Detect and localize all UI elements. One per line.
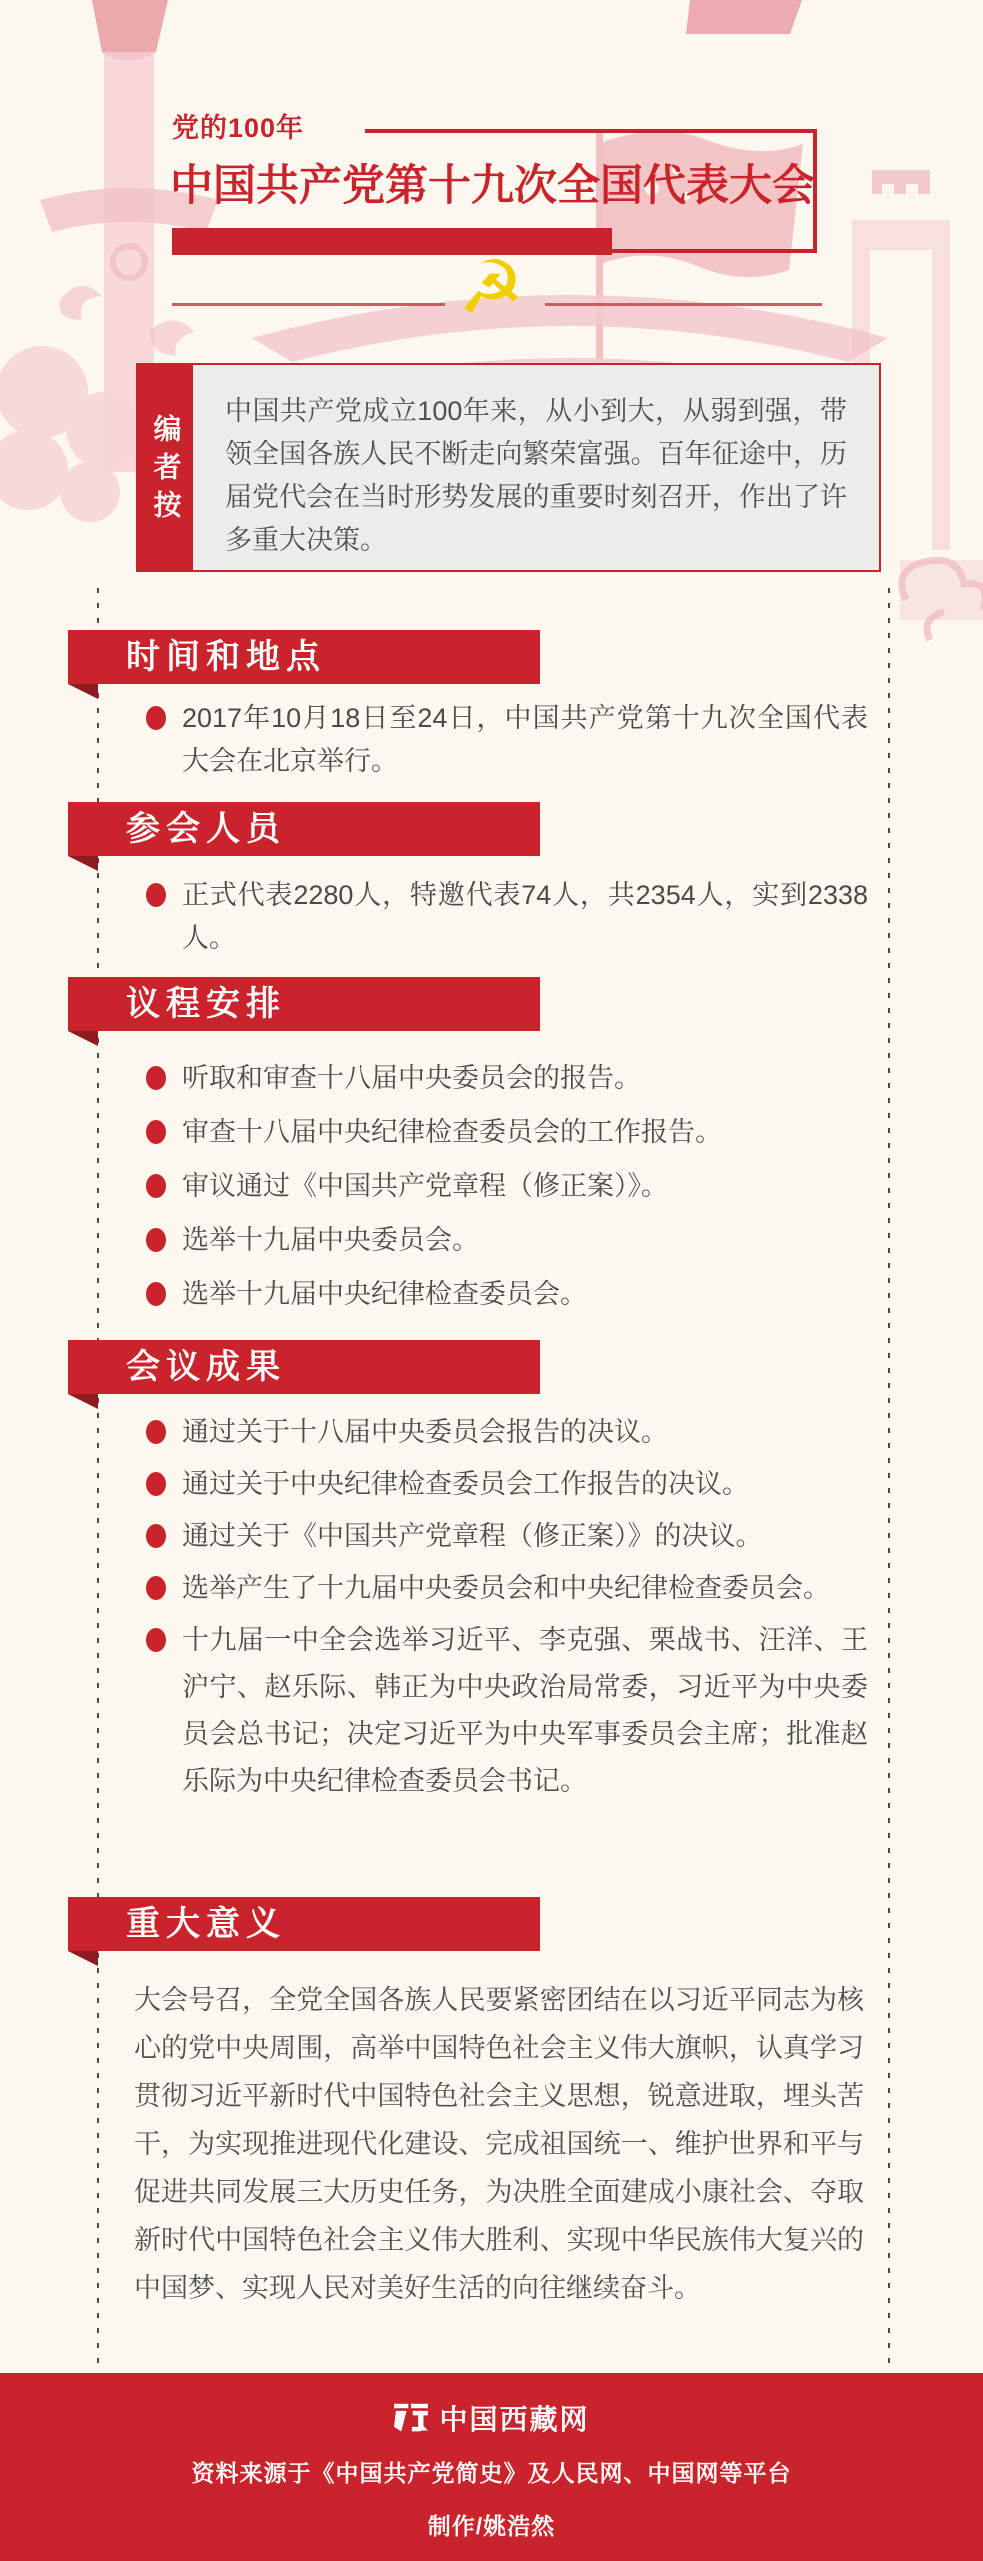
header-underline-bar [172,228,612,255]
section-items-time-place [146,697,868,794]
section-items-outcomes [146,1409,868,1810]
list-item [146,1165,868,1208]
list-item [146,874,868,960]
bullet-icon [146,1282,166,1306]
bullet-icon [146,706,166,730]
banner-fold [68,1394,98,1409]
divider-line [172,303,445,306]
section-banner-outcomes: 会议成果 [68,1340,540,1394]
banner-fold [68,1951,98,1966]
header-frame-top-line [365,129,817,133]
list-item-text: 通过关于中央纪律检查委员会工作报告的决议。 [182,1469,749,1499]
list-item [146,1057,868,1100]
section-items-attendees [146,874,868,971]
bullet-icon [146,1066,166,1090]
bullet-icon [146,1524,166,1548]
list-item-text: 通过关于十八届中央委员会报告的决议。 [182,1417,668,1447]
editor-note-text: 中国共产党成立100年来，从小到大，从弱到强，带领全国各族人民不断走向繁荣富强。百年征途中，历届党代会在当时形势发展的重要时刻召开，作出了许多重大决策。 [225,396,847,555]
page-title: 中国共产党第十九次全国代表大会 [170,162,815,210]
list-item [146,1513,868,1560]
bullet-icon [146,1628,166,1652]
bullet-icon [146,1472,166,1496]
list-item [146,1219,868,1262]
list-item-text: 十九届一中全会选举习近平、李克强、栗战书、汪洋、王沪宁、赵乐际、韩正为中央政治局常委，习近平为中央委员会总书记；决定习近平为中央军事委员会主席；批准赵乐际为中央纪律检查委员会书记。 [182,1625,868,1796]
footer-brand-row [393,2399,589,2437]
bullet-icon [146,1576,166,1600]
section-banner-significance: 重大意义 [68,1897,540,1951]
right-dashed-guide [888,588,890,2373]
list-item [146,1565,868,1612]
section-banner-attendees: 参会人员 [68,802,540,856]
list-item [146,1273,868,1316]
list-item-text: 听取和审查十八届中央委员会的报告。 [182,1063,641,1093]
list-item-text: 选举十九届中央纪律检查委员会。 [182,1279,587,1309]
bullet-icon [146,1174,166,1198]
list-item [146,1111,868,1154]
list-item [146,1617,868,1805]
list-item-text: 选举十九届中央委员会。 [182,1225,479,1255]
banner-fold [68,1031,98,1046]
significance-paragraph: 大会号召，全党全国各族人民要紧密团结在以习近平同志为核心的党中央周围，高举中国特色社会主义伟大旗帜，认真学习贯彻习近平新时代中国特色社会主义思想，锐意进取，埋头苦干，为实现推进现代化建设、完成祖国统一、维护世界和平与促进共同发展三大历史任务，为决胜全面建成小康社会、夺取新时代中国特色社会主义伟大胜利、实现中华民族伟大复兴的中国梦、实现人民对美好生活的向往继续奋斗。 [134,1985,864,2303]
header-frame-bottom-line [612,249,817,253]
divider-line [545,303,822,306]
section-banner-time-place: 时间和地点 [68,630,540,684]
editor-note-label: 编者按 [138,365,193,570]
footer [0,2373,983,2561]
footer-credit-line: 制作/姚浩然 [427,2513,556,2539]
list-item-text: 审查十八届中央纪律检查委员会的工作报告。 [182,1117,722,1147]
banner-fold [68,856,98,871]
list-item-text: 2017年10月18日至24日，中国共产党第十九次全国代表大会在北京举行。 [182,703,868,776]
china-tibet-net-logo-icon [393,2402,429,2434]
footer-brand-name: 中国西藏网 [439,2404,590,2435]
bullet-icon [146,1120,166,1144]
background-decorations [0,0,983,700]
list-item [146,1461,868,1508]
list-item-text: 正式代表2280人，特邀代表74人，共2354人，实到2338人。 [182,880,868,953]
list-item-text: 审议通过《中国共产党章程（修正案）》。 [182,1171,668,1201]
footer-source-line: 资料来源于《中国共产党简史》及人民网、中国网等平台 [191,2460,792,2486]
hammer-sickle-icon: ☭ [458,246,525,329]
section-items-agenda [146,1057,868,1327]
bullet-icon [146,1420,166,1444]
list-item [146,697,868,783]
editor-note-box [136,363,881,572]
list-item [146,1409,868,1456]
header-eyebrow: 党的100年 [172,113,305,143]
bullet-icon [146,883,166,907]
list-item-text: 通过关于《中国共产党章程（修正案）》的决议。 [182,1521,763,1551]
list-item-text: 选举产生了十九届中央委员会和中央纪律检查委员会。 [182,1573,830,1603]
section-banner-agenda: 议程安排 [68,977,540,1031]
bullet-icon [146,1228,166,1252]
